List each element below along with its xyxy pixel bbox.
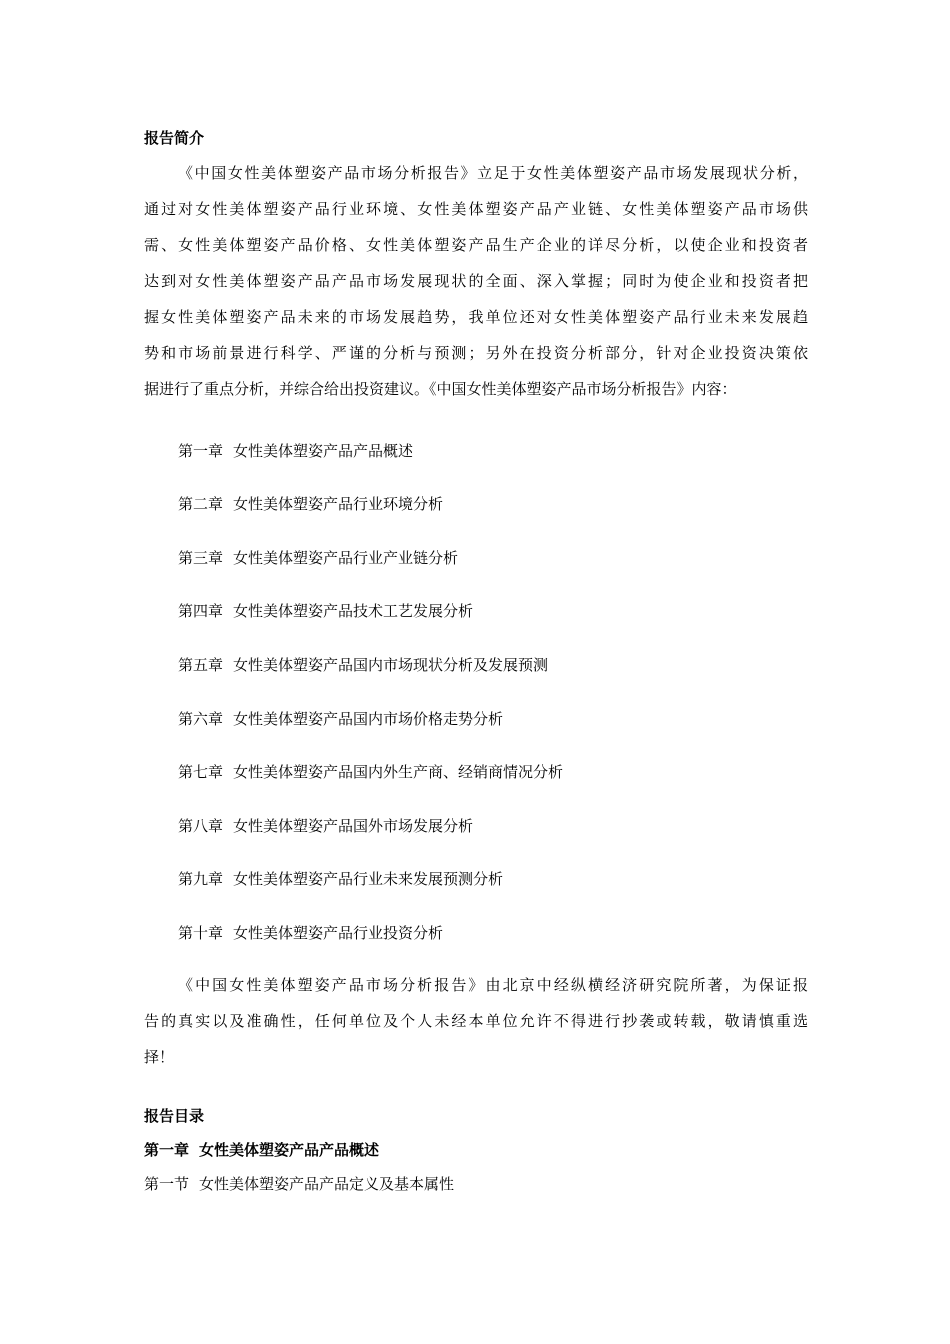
toc-section-number: 第一节 <box>144 1175 190 1193</box>
chapter-number: 第三章 <box>178 549 224 567</box>
chapter-number: 第一章 <box>178 442 224 460</box>
chapter-number: 第十章 <box>178 924 224 942</box>
chapter-title: 女性美体塑姿产品行业投资分析 <box>233 924 444 942</box>
chapter-number: 第六章 <box>178 710 224 728</box>
closing-line: 择！ <box>144 1048 175 1066</box>
intro-line: 需、女性美体塑姿产品价格、女性美体塑姿产品生产企业的详尽分析，以使企业和投资者 <box>144 236 808 254</box>
chapter-title: 女性美体塑姿产品国内市场现状分析及发展预测 <box>233 656 549 674</box>
toc-chapter-number: 第一章 <box>144 1141 190 1159</box>
toc-heading: 报告目录 <box>144 1107 205 1125</box>
toc-chapter-heading <box>144 1139 379 1161</box>
chapter-title: 女性美体塑姿产品国外市场发展分析 <box>233 817 474 835</box>
chapter-number: 第二章 <box>178 495 224 513</box>
chapter-title: 女性美体塑姿产品国内市场价格走势分析 <box>233 710 504 728</box>
chapter-list-item <box>178 600 473 622</box>
chapter-list-item <box>178 440 413 462</box>
chapter-title: 女性美体塑姿产品产品概述 <box>233 442 414 460</box>
intro-line: 据进行了重点分析，并综合给出投资建议。《中国女性美体塑姿产品市场分析报告》内容： <box>144 380 737 398</box>
toc-chapter-title: 女性美体塑姿产品产品概述 <box>199 1141 380 1159</box>
chapter-list-item <box>178 922 443 944</box>
chapter-list-item <box>178 654 548 676</box>
closing-line: 告的真实以及准确性，任何单位及个人未经本单位允许不得进行抄袭或转载，敬请慎重选 <box>144 1012 808 1030</box>
chapter-list-item <box>178 868 503 890</box>
intro-line: 势和市场前景进行科学、严谨的分析与预测；另外在投资分析部分，针对企业投资决策依 <box>144 344 808 362</box>
intro-line: 《中国女性美体塑姿产品市场分析报告》立足于女性美体塑姿产品市场发展现状分析， <box>178 164 808 182</box>
chapter-number: 第八章 <box>178 817 224 835</box>
chapter-number: 第四章 <box>178 602 224 620</box>
chapter-title: 女性美体塑姿产品行业未来发展预测分析 <box>233 870 504 888</box>
intro-line: 通过对女性美体塑姿产品行业环境、女性美体塑姿产品产业链、女性美体塑姿产品市场供 <box>144 200 808 218</box>
intro-paragraph <box>144 155 808 407</box>
toc-section-title: 女性美体塑姿产品产品定义及基本属性 <box>199 1175 455 1193</box>
intro-line: 达到对女性美体塑姿产品产品市场发展现状的全面、深入掌握；同时为使企业和投资者把 <box>144 272 808 290</box>
intro-heading: 报告简介 <box>144 129 205 147</box>
chapter-list-item <box>178 547 458 569</box>
toc-section-heading <box>144 1173 454 1195</box>
closing-line: 《中国女性美体塑姿产品市场分析报告》由北京中经纵横经济研究院所著，为保证报 <box>178 976 808 994</box>
chapter-number: 第九章 <box>178 870 224 888</box>
chapter-list-item <box>178 493 443 515</box>
chapter-number: 第七章 <box>178 763 224 781</box>
intro-line: 握女性美体塑姿产品未来的市场发展趋势，我单位还对女性美体塑姿产品行业未来发展趋 <box>144 308 808 326</box>
chapter-list-item <box>178 815 473 837</box>
chapter-number: 第五章 <box>178 656 224 674</box>
chapter-list-item <box>178 708 503 730</box>
chapter-title: 女性美体塑姿产品行业环境分析 <box>233 495 444 513</box>
chapter-title: 女性美体塑姿产品行业产业链分析 <box>233 549 459 567</box>
chapter-title: 女性美体塑姿产品国内外生产商、经销商情况分析 <box>233 763 564 781</box>
chapter-list-item <box>178 761 563 783</box>
closing-paragraph <box>144 967 808 1075</box>
chapter-title: 女性美体塑姿产品技术工艺发展分析 <box>233 602 474 620</box>
